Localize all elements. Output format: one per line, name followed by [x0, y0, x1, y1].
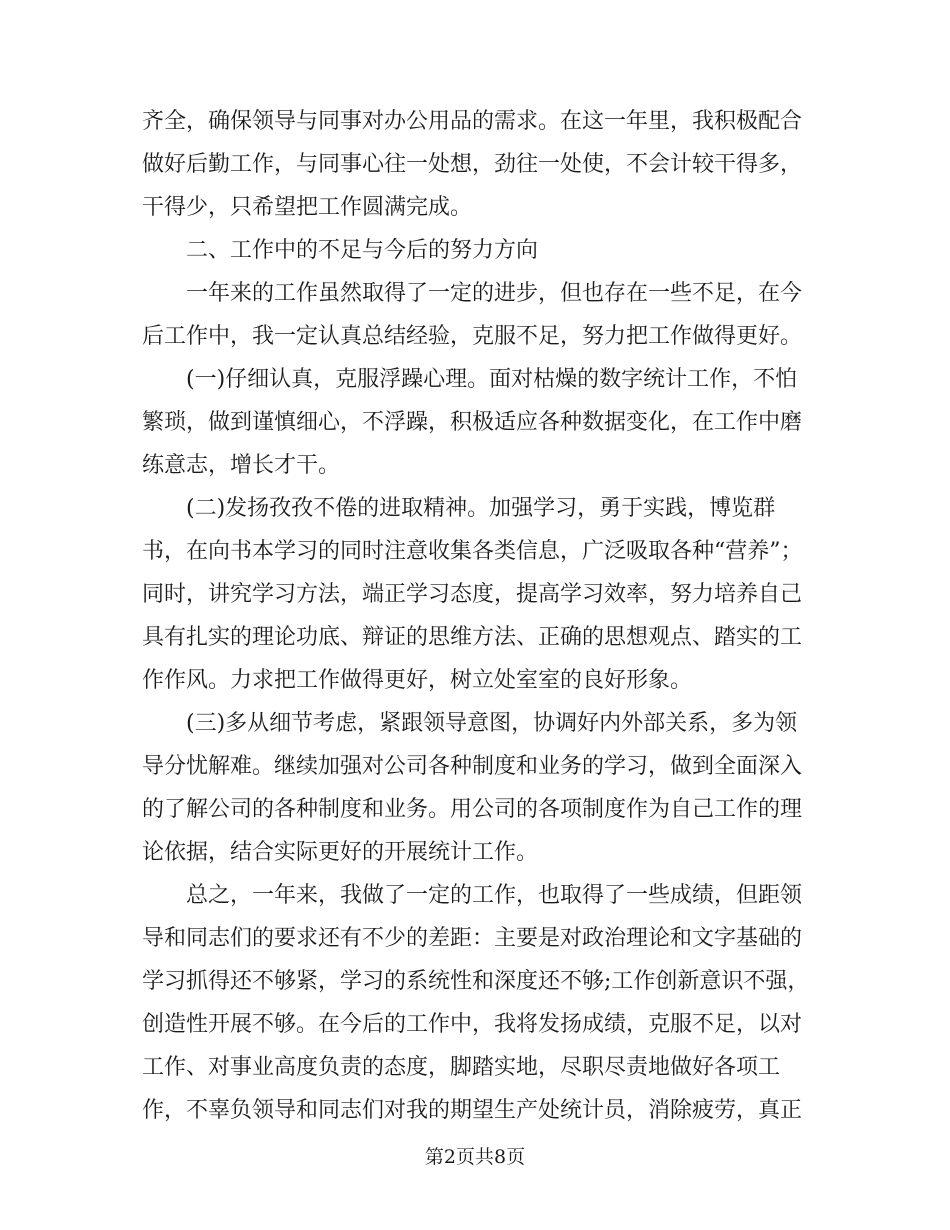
text-line: 创造性开展不够。在今后的工作中，我将发扬成绩，克服不足，以对	[142, 1012, 803, 1037]
text-line: 后工作中，我一定认真总结经验，克服不足，努力把工作做得更好。	[142, 324, 803, 349]
text-line: 繁琐，做到谨慎细心，不浮躁，积极适应各种数据变化，在工作中磨	[142, 410, 803, 435]
text-line: 总之，一年来，我做了一定的工作，也取得了一些成绩，但距领	[186, 883, 803, 908]
text-line: 作，不辜负领导和同志们对我的期望生产处统计员，消除疲劳，真正	[142, 1098, 803, 1123]
text-line: 具有扎实的理论功底、辩证的思维方法、正确的思想观点、踏实的工	[142, 625, 803, 650]
text-line: 导和同志们的要求还有不少的差距：主要是对政治理论和文字基础的	[142, 926, 803, 951]
page-number: 第2页共8页	[424, 1146, 526, 1168]
text-line: 导分忧解难。继续加强对公司各种制度和业务的学习，做到全面深入	[142, 754, 803, 779]
text-line: 一年来的工作虽然取得了一定的进步，但也存在一些不足，在今	[186, 281, 803, 306]
text-line: 作作风。力求把工作做得更好，树立处室室的良好形象。	[142, 668, 693, 693]
text-line: 论依据，结合实际更好的开展统计工作。	[142, 840, 539, 865]
text-line: 齐全，确保领导与同事对办公用品的需求。在这一年里，我积极配合	[142, 109, 803, 134]
text-line: 做好后勤工作，与同事心往一处想，劲往一处使，不会计较干得多，	[142, 152, 803, 177]
text-line: 干得少，只希望把工作圆满完成。	[142, 195, 473, 220]
text-line: (二)发扬孜孜不倦的进取精神。加强学习，勇于实践，博览群	[186, 496, 776, 521]
document-body	[142, 100, 810, 1132]
text-line: 练意志，增长才干。	[142, 453, 341, 478]
text-line: 二、工作中的不足与今后的努力方向	[186, 238, 539, 263]
text-line: 书，在向书本学习的同时注意收集各类信息，广泛吸取各种“营养”；	[142, 539, 803, 564]
text-line: 学习抓得还不够紧，学习的系统性和深度还不够;工作创新意识不强，	[142, 969, 810, 994]
text-line: (一)仔细认真，克服浮躁心理。面对枯燥的数字统计工作，不怕	[186, 367, 798, 392]
text-line: 同时，讲究学习方法，端正学习态度，提高学习效率，努力培养自己	[142, 582, 803, 607]
text-line: (三)多从细节考虑，紧跟领导意图，协调好内外部关系，多为领	[186, 711, 798, 736]
text-line: 的了解公司的各种制度和业务。用公司的各项制度作为自己工作的理	[142, 797, 803, 822]
text-line: 工作、对事业高度负责的态度，脚踏实地，尽职尽责地做好各项工	[142, 1055, 781, 1080]
